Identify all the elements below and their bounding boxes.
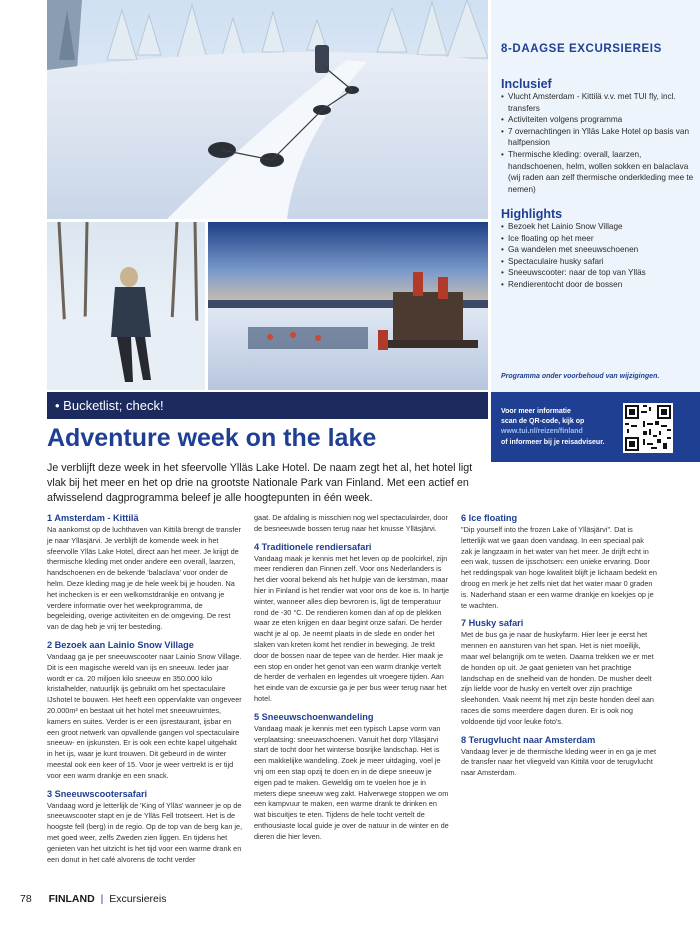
footer-country: FINLAND — [48, 893, 95, 905]
day-description-continued: gaat. De afdaling is misschien nog wel spectaculairder, door de besneeuwde bossen terug naar het knusse Ylläsjärvi. — [254, 513, 448, 533]
highlight-item: • Sneeuwscooter: naar de top van Ylläs — [501, 267, 697, 279]
qr-line-1: Voor meer informatie — [501, 408, 571, 415]
inclusief-item: • Vlucht Amsterdam - Kittilä v.v. met TUI fly, incl. transfers — [501, 91, 697, 114]
day-heading: 4 Traditionele rendiersafari — [254, 541, 372, 552]
qr-info-box — [491, 392, 700, 462]
program-disclaimer: Programma onder voorbehoud van wijzigingen. — [501, 373, 660, 380]
day-description: Vandaag ga je per sneeuwscooter naar Lainio Snow Village. Dit is een magische wereld van ijs en sneeuw. Ieder jaar wordt er ca. 20 miljoen kilo sneeuw en 350.000 kilo kristalhelder, natuurlijk ijs gebruikt om het spectaculaire IJshotel te bouwen. Het heeft een oppervlakte van ongeveer 20.000m² en bestaat uit het hotel met sneeuwruimtes, kamers en suites. Verder is er een ijsrestaurant, ijsbar en een groot netwerk van opvallende gangen vol spectaculaire sneeuw- en ijskunsten. Er is ook een echte kapel uitgehakt in het ijs, waar je kunt trouwen. Dit gebeurd in de winter meestal ook een keer of 15. Voor je weer vertrekt is er tijd voor een warm drankje en een snack. — [47, 651, 242, 780]
page-number: 78 — [20, 893, 32, 905]
highlight-item: • Ga wandelen met sneeuwschoenen — [501, 244, 697, 256]
intro-paragraph: Je verblijft deze week in het sfeervolle Ylläs Lake Hotel. De naam zegt het al, het hotel ligt vlak bij het meer en het op drie na grootste Nationale Park van Finland. Met een actief en afwisselend dagprogramma beleef je alle hoogtepunten in één week. — [47, 462, 473, 505]
husky-sled-photo — [47, 0, 488, 219]
day-heading: 2 Bezoek aan Lainio Snow Village — [47, 639, 194, 650]
qr-code[interactable] — [623, 403, 673, 453]
qr-line-2: scan de QR-code, kijk op — [501, 418, 585, 426]
day-heading: 5 Sneeuwschoenwandeling — [254, 711, 374, 722]
bucketlist-banner — [47, 392, 488, 419]
trip-type-title: 8-DAAGSE EXCURSIEREIS — [501, 43, 662, 55]
day-heading: 7 Husky safari — [461, 618, 524, 629]
day-heading: 8 Terugvlucht naar Amsterdam — [461, 734, 596, 745]
highlight-item: • Rendierentocht door de bossen — [501, 279, 697, 291]
day-description: Vandaag maak je kennis met het leven op de poolcirkel, zijn meer rendieren dan Finnen zelf. Voor ons Nederlanders is het dier vooral bekend als het hulpje van de kerstman, maar hier in Finland is het rendier wat voor ons de koe is. In hartje winter, wanneer alles diep bevroren is, ligt de temperatuur rond de -30 °C. De rendieren komen dan af op de plekken waar ze eten krijgen en daar begint onze safari. De herder wacht je al op. Je neemt plaats in de slede en onder het slaken van kreten komt het rendier in beweging. Je trekt door de bossen naar de tepee van de herder. Hier maak je een stop en onder het genot van een warm drankje vertelt de herder de verhalen en legendes uit vroegere tijden. Aan het einde van de excursie ga je per bus weer terug naar het hotel. — [254, 553, 450, 703]
highlight-item: • Spectaculaire husky safari — [501, 256, 697, 268]
itinerary-column-2 — [254, 513, 450, 843]
itinerary-column-1 — [47, 513, 243, 865]
qr-info-text — [501, 407, 619, 448]
day-heading: 3 Sneeuwscootersafari — [47, 788, 148, 799]
day-description: Vandaag lever je de thermische kleding weer in en ga je met de transfer naar het vliegveld van Kittilä voor de terugvlucht naar Amsterdam. — [461, 746, 656, 778]
day-description: Vandaag maak je kennis met een typisch Lapse vorm van verplaatsing: sneeuwschoenen. Vanuit het dorp Ylläsjärvi start de tocht door het winterse bosrijke landschap. Het is een makkelijke wandeling. Zoek je meer uitdaging, voel je vrij om een stap opzij te doen en in de diepe sneeuw je eigen pad te maken. Geweldig om te voelen hoe je in meters diepe sneeuw weg zakt. Halverwege stoppen we om een kampvuur te maken, een warme drank te drinken en wat biscuitjes te eten. Tijdens de hele tocht vertelt de enthousiaste local guide je over de natuur in de winter en de dieren die hier leven. — [254, 723, 449, 841]
banner-text: • Bucketlist; check! — [55, 398, 164, 413]
footer-section: Excursiereis — [109, 893, 167, 905]
page-title: Adventure week on the lake — [47, 424, 377, 452]
day-heading: 1 Amsterdam - Kittilä — [47, 513, 139, 523]
snowshoe-walker-photo — [47, 222, 205, 390]
inclusief-item: • Activiteiten volgens programma — [501, 114, 697, 126]
footer-separator: | — [100, 893, 104, 905]
ice-floating-lake-photo — [208, 222, 488, 390]
highlights-list — [501, 221, 697, 291]
day-description: Vandaag word je letterlijk de 'King of Ylläs' wanneer je op de sneeuwscooter stapt en je de Ylläs Fell trotseert. Het is de hoogste fell (berg) in de regio. Op de top van de berg kan je, met goed weer, zelfs Zweden zien liggen. En tijdens het genieten van het uitzicht is het tijd voor een warme drank en een donut in het café alvorens de tocht verder — [47, 800, 243, 864]
day-description: Na aankomst op de luchthaven van Kittilä brengt de transfer je naar Ylläsjärvi. Je verblijft de komende week in het sfeervolle Ylläs Lake Hotel, direct aan het meer. Je krijgt de thermische kleding met onder andere een overall, laarzen, handschoenen en de bekende 'balaclava' voor onder de helm. Deze kleding mag je de hele week bij je houden. Na het inchecken is er een welkomstdrankje en ontvang je verdere informatie over het weekprogramma, de begeleiding, overige activiteiten en de omgeving. De rest van de dag heb je vrij ter besteding. — [47, 525, 241, 632]
day-heading: 6 Ice floating — [461, 513, 518, 523]
highlight-item: • Bezoek het Lainio Snow Village — [501, 221, 697, 233]
itinerary-column-3 — [461, 513, 657, 779]
inclusief-heading: Inclusief — [501, 77, 552, 91]
highlight-item: • Ice floating op het meer — [501, 233, 697, 245]
qr-url-link[interactable]: www.tui.nl/reizen/finland — [501, 428, 583, 436]
qr-line-3: of informeer bij je reisadviseur. — [501, 438, 605, 446]
day-description: Met de bus ga je naar de huskyfarm. Hier leer je eerst het mennen en aansturen van het span. Het is niet moeilijk, maar wel belangrijk om te weten. Daarna trekken we er met de honden op uit. Je gaat genieten van het prachtige landschap en de snelheid van de honden. De musher deelt zijn liefde voor de husky en vertelt over zijn prachtige sleehonden. Vaak neemt hij met zijn beste honden deel aan races die soms meerdere dagen duren. Er is ook nog voldoende tijd voor leuke foto's. — [461, 630, 654, 726]
highlights-heading: Highlights — [501, 207, 563, 221]
trip-summary-sidebar — [491, 0, 700, 392]
inclusief-item: • Thermische kleding: overall, laarzen, handschoenen, helm, wollen sokken en balaclava (wij raden aan zelf thermische onderkleding mee te nemen) — [501, 149, 697, 195]
inclusief-list — [501, 91, 697, 195]
inclusief-item: • 7 overnachtingen in Ylläs Lake Hotel op basis van halfpension — [501, 126, 697, 149]
day-description: "Dip yourself into the frozen Lake of Ylläsjärvi". Dat is letterlijk wat we gaan doen vandaag. In een speciaal pak zak je langzaam in het water van het meer. Je drijft echt in een wak, tussen de ijsschotsen: een unieke ervaring. Door het reddingspak van hoge kwaliteit blijft je lichaam bedekt en droog en merk je het zelfs niet dat het water maar 0 graden is. Naderhand staan er een warme drankje en koekjes op je te wachten. — [461, 525, 657, 610]
page-footer — [20, 893, 166, 905]
